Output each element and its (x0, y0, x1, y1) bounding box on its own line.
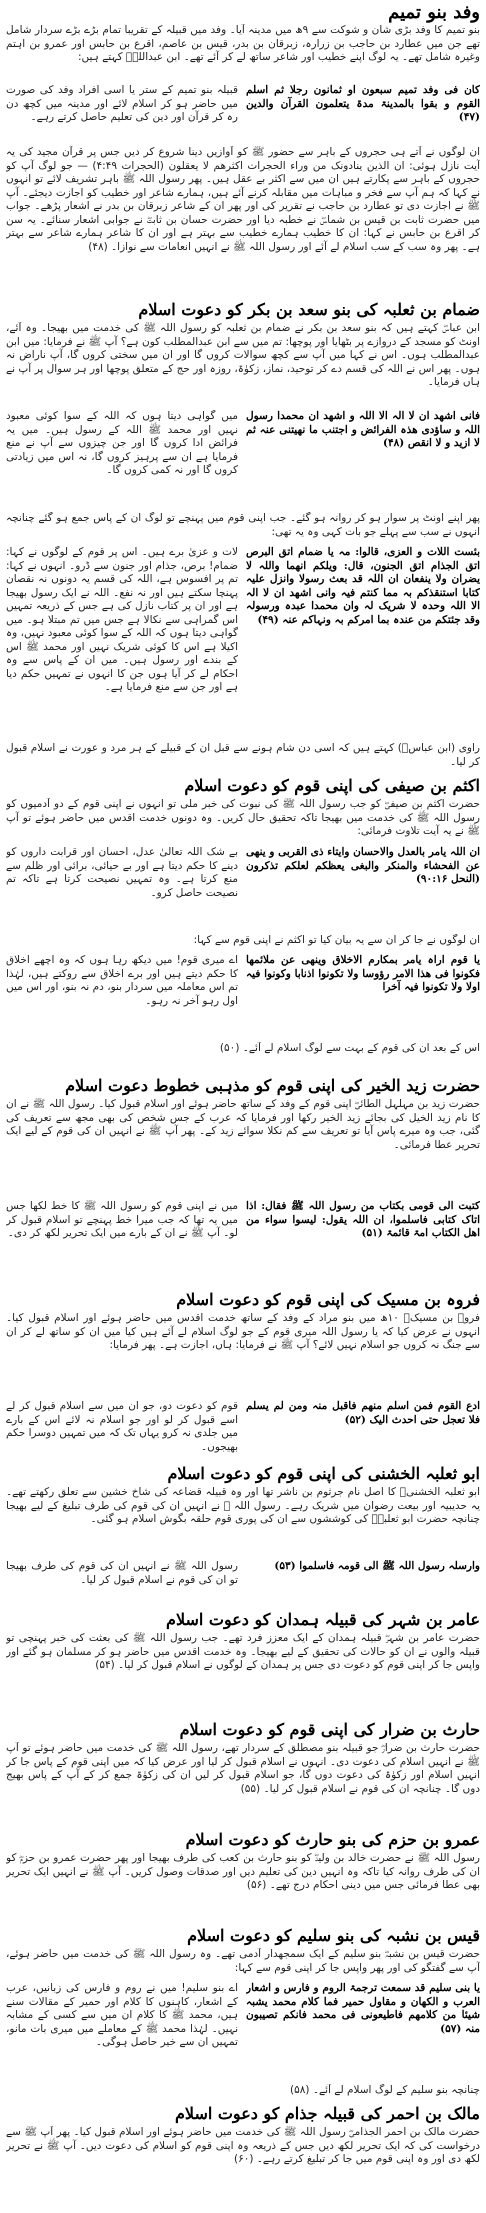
urdu-translation-zaid: میں نے اپنی قوم کو رسول اللہ ﷺ کا خط لکھا جس میں یہ تھا کہ جب میرا خط پہنچے تو اسلام قبول کر لو۔ آپ ﷺ نے ان کے بارے میں ایک تحریر لکھ کر دی۔ (6, 1200, 238, 1239)
arabic-quote-qais: یا بنی سلیم قد سمعت ترجمۃ الروم و فارس و اشعار العرب و الکھان و مقاول حمیر فما کلام محمد یشبہ شیئا من کلامھم فاطیعونی فی محمد فانکم تصیبون منہ (۵۷) (246, 1982, 480, 2035)
section-title-zaid: حضرت زید الخیر کی اپنی قوم کو مذہبی خطوط دعوت اسلام (65, 1076, 480, 1095)
arabic-quote-dimam: فانی اشھد ان لا الہ الا اللہ و اشھد ان محمدا رسول اللہ و ساؤدی ھذہ الفرائض و اجتنب ما نھیتنی عنہ ثم لا ازید و لا انقص (۴۸) (246, 410, 480, 449)
section-title-amr: عمرو بن حزم کی بنو حارث کو دعوت اسلام (185, 1830, 480, 1849)
arabic-quote-abu-thalaba: وارسلہ رسول اللہ ﷺ الی قومہ فاسلموا (۵۳) (274, 1560, 480, 1572)
urdu-translation-dimam: میں گواہی دیتا ہوں کہ اللہ کے سوا کوئی معبود نہیں اور محمد ﷺ اللہ کے رسول ہیں۔ میں یہ فرائض ادا کروں گا اور جن چیزوں سے آپ نے منع فرمایا ہے ان سے پرہیز کروں گا، نہ اس میں زیادتی کروں گا اور نہ کمی کروں گا۔ (6, 410, 238, 476)
section-title-abu-thalaba: ابو ثعلبہ الخشنی کی اپنی قوم کو دعوت اسلام (167, 1464, 480, 1483)
arabic-quote-aktham-2: یا قوم اراہ یامر بمکارم الاخلاق وینھی عن ملائمھا فکونوا فی ھذا الامر رؤوسا ولا تکونوا اذنابا وکونوا فیہ اولا ولا تکونوا فیہ آخرا (246, 954, 480, 993)
qais-note: چنانچہ بنو سلیم کے لوگ اسلام لے آئے۔ (۵۸) (290, 2084, 480, 2096)
qais-body: حضرت قیس بن نشبہؓ بنو سلیم کے ایک سمجھدار آدمی تھے۔ وہ رسول اللہ ﷺ کی خدمت میں حاضر ہوئے، آپ سے گفتگو کی اور پھر واپس جا کر اپنی قوم سے کہا: (6, 1948, 480, 1974)
page-title: وفد بنو تمیم (388, 2, 480, 23)
urdu-translation-farwa: قوم کو دعوت دو، جو ان میں سے اسلام قبول کر لے اسے قبول کر لو اور جو اسلام نہ لائے اس کے بارے میں جلدی نہ کرو یہاں تک کہ میں تمہیں دوسرا حکم بھیجوں۔ (6, 1400, 238, 1453)
dimam-note: راوی (ابن عباسؓ) کہتے ہیں کہ اسی دن شام ہونے سے قبل ان کے قبیلے کے ہر مرد و عورت نے اسلام قبول کر لیا۔ (6, 742, 480, 768)
aktham-tail: ان لوگوں نے جا کر ان سے یہ بیان کیا تو اکثم نے اپنی قوم سے کہا: (193, 934, 480, 946)
urdu-translation-tamim: قبیلہ بنو تمیم کے ستر یا اسی افراد وفد کی صورت میں حاضر ہو کر اسلام لائے اور مدینہ میں کچھ دن رہ کر قرآن اور دین کی تعلیم حاصل کرتے رہے۔ (6, 84, 238, 123)
arabic-quote-tamim: کان فی وفد تمیم سبعون او ثمانون رجلا ثم اسلم القوم و بقوا بالمدینۃ مدۃ یتعلمون القرآن والدین (۴۷) (246, 84, 480, 123)
abu-thalaba-body: ابو ثعلبہ الخشنیؓ کا اصل نام جرثوم بن ناشر تھا اور وہ قبیلہ قضاعہ کی شاخ خشین سے تعلق رکھتے تھے۔ یہ حدیبیہ اور بیعت رضوان میں شریک رہے۔ رسول اللہ ﷺ نے انہیں ان کی قوم کی طرف تبلیغ کے لیے بھیجا چنانچہ حضرت ابو ثعلبہؓ کی کوششوں سے ان کی پوری قوم حلقہ بگوش اسلام ہو گئی۔ (6, 1486, 480, 1525)
section-title-amir: عامر بن شہر کی قبیلہ ہمدان کو دعوت اسلام (166, 1610, 480, 1629)
urdu-translation-dimam-2: لات و عزیٰ برے ہیں۔ اس پر قوم کے لوگوں نے کہا: ضمام! برص، جذام اور جنون سے ڈرو۔ انہوں نے کہا: تم پر افسوس ہے، اللہ کی قسم یہ دونوں نہ نقصان پہنچا سکتے ہیں اور نہ نفع۔ اللہ نے ایک رسول بھیجا ہے اور ان پر کتاب نازل کی ہے جس کے ذریعہ تمہیں اس گمراہی سے نکالا ہے جس میں تم مبتلا ہو۔ میں گواہی دیتا ہوں کہ اللہ کے سوا کوئی معبود نہیں، وہ اکیلا ہے اس کا کوئی شریک نہیں اور محمد ﷺ اس کے بندے اور رسول ہیں۔ میں ان کے پاس سے وہ احکام لے کر آیا ہوں جن کا انہوں نے تمہیں حکم دیا ہے اور جن سے منع فرمایا ہے۔ (6, 546, 238, 693)
urdu-translation-aktham: بے شک اللہ تعالیٰ عدل، احسان اور قرابت داروں کو دینے کا حکم دیتا ہے اور بے حیائی، برائی اور ظلم سے منع کرتا ہے۔ وہ تمہیں نصیحت کرتا ہے تاکہ تم نصیحت حاصل کرو۔ (6, 846, 238, 899)
harith-body: حضرت حارث بن ضرارؓ جو قبیلہ بنو مصطلق کے سردار تھے، رسول اللہ ﷺ کی خدمت میں حاضر ہوئے تو آپ ﷺ نے انہیں اسلام کی دعوت دی۔ انہوں نے اسلام قبول کر لیا اور عرض کیا کہ میں اپنی قوم کے پاس جا کر انہیں اسلام اور زکوٰۃ کی دعوت دوں گا، جو اسلام قبول کر لیں ان کی زکوٰۃ جمع کر کے آپ کے پاس بھیج دوں گا۔ چنانچہ ان کی قوم نے اسلام قبول کر لیا۔ (۵۵) (6, 1742, 480, 1795)
malik-body: حضرت مالک بن احمر الجذامیؓ رسول اللہ ﷺ کی خدمت میں حاضر ہوئے اور اسلام قبول کیا۔ پھر آپ ﷺ سے درخواست کی کہ ایک تحریر لکھ دیں جس کے ذریعہ وہ اپنی قوم کو اسلام کی دعوت دیں۔ آپ ﷺ نے تحریر لکھ دی اور وہ اپنی قوم میں جا کر تبلیغ کرتے رہے۔ (۶۰) (6, 2126, 480, 2165)
amir-body: حضرت عامر بن شہرؓ قبیلہ ہمدان کے ایک معزز فرد تھے۔ جب رسول اللہ ﷺ کی بعثت کی خبر پہنچی تو قبیلہ والوں نے ان کو حالات کی تحقیق کے لیے بھیجا۔ وہ خدمت اقدس میں حاضر ہو کر مسلمان ہو گئے اور واپس جا کر اپنی قوم کو دعوت دی جس پر ہمدان کے لوگوں نے اسلام قبول کر لیا۔ (۵۴) (6, 1632, 480, 1671)
tamim-body: ان لوگوں نے آتے ہی حجروں کے باہر سے حضور ﷺ کو آوازیں دینا شروع کر دیں جس پر قرآن مجید کی یہ آیت نازل ہوئی: ان الذین ینادونک من وراء الحجرات اکثرھم لا یعقلون (الحجرات ۴:۴۹) — جو لوگ آپ کو حجروں کے باہر سے پکارتے ہیں ان میں سے اکثر بے عقل ہیں۔ پھر رسول اللہ ﷺ باہر تشریف لائے تو انہوں نے کہا کہ ہم آپ سے فخر و مباہات میں مقابلہ کرنے آئے ہیں، ہمارے شاعر اور خطیب کو اجازت دیجئے۔ آپ ﷺ نے اجازت دی تو عطارد بن حاجب نے تقریر کی اور پھر ان کے شاعر زبرقان بن بدر نے اشعار پڑھے۔ جواب میں حضرت ثابت بن قیس بن شماسؓ نے خطبہ دیا اور حضرت حسان بن ثابتؓ نے جوابی اشعار سنائے۔ یہ سن کر اقرع بن حابس نے کہا: ان کا خطیب ہمارے خطیب سے بہتر ہے اور ان کا شاعر ہمارے شاعر سے بہتر ہے۔ پھر وہ سب کے سب اسلام لے آئے اور رسول اللہ ﷺ نے انہیں انعامات سے نوازا۔ (۴۸) (6, 146, 480, 253)
section-title-dimam: ضمام بن ثعلبہ کی بنو سعد بن بکر کو دعوت اسلام (138, 300, 480, 319)
section-title-aktham: اکثم بن صیفی کی اپنی قوم کو دعوت اسلام (184, 776, 480, 795)
arabic-quote-farwa: ادع القوم فمن اسلم منھم فاقبل منہ ومن لم یسلم فلا تعجل حتی احدث الیک (۵۲) (246, 1400, 480, 1426)
dimam-tail: پھر اپنے اونٹ پر سوار ہو کر روانہ ہو گئے۔ جب اپنی قوم میں پہنچے تو لوگ ان کے پاس جمع ہو گئے چنانچہ انہوں نے سب سے پہلے جو بات کہی وہ یہ تھی: (6, 512, 480, 538)
arabic-quote-dimam-2: بئست اللات و العزی، قالوا: مہ یا ضمام اتق البرص اتق الجذام اتق الجنون، قال: ویلکم انھما واللہ لا یضران ولا ینفعان ان اللہ قد بعث رسولا وانزل علیہ کتابا استنقذکم بہ مما کنتم فیہ وانی اشھد ان لا الہ الا اللہ وحدہ لا شریک لہ وان محمدا عبدہ ورسولہ وقد جئتکم من عندہ بما امرکم بہ ونہاکم عنہ (۴۹) (246, 546, 480, 626)
urdu-translation-qais: اے بنو سلیم! میں نے روم و فارس کی زبانیں، عرب کے اشعار، کاہنوں کا کلام اور حمیر کے مقالات سنے ہیں، محمد ﷺ کا کلام ان میں سے کسی کے مشابہ نہیں۔ لہٰذا محمد ﷺ کے معاملے میں میری بات مانو، تمہیں ان سے خیر حاصل ہوگی۔ (6, 1982, 238, 2048)
section-title-harith: حارث بن ضرار کی اپنی قوم کو دعوت اسلام (179, 1720, 480, 1739)
section-title-qais: قیس بن نشبہ کی بنو سلیم کو دعوت اسلام (187, 1926, 480, 1945)
farwa-body: فروہ بن مسیکؓ ۱۰ھ میں بنو مراد کے وفد کے ساتھ خدمت اقدس میں حاضر ہوئے اور اسلام قبول کیا۔ انہوں نے عرض کیا کہ یا رسول اللہ میری قوم کے جو لوگ اسلام لے آئے ہیں کیا میں ان کو ساتھ لے کر ان سے جنگ نہ کروں جو اسلام نہیں لائے؟ آپ ﷺ نے فرمایا: ہاں، اجازت ہے۔ پھر فرمایا: (6, 1312, 480, 1351)
arabic-quote-aktham: ان اللہ یامر بالعدل والاحسان وایتاء ذی القربی و ینھی عن الفحشاء والمنکر والبغی یعظکم لعلکم تذکرون (النحل ۹۰:۱۶) (246, 846, 480, 885)
arabic-quote-zaid: کتبت الی قومی بکتاب من رسول اللہ ﷺ فقال: اذا اتاک کتابی فاسلموا، ان اللہ یقول: لیسوا سواء من اھل الکتاب امۃ قائمۃ (۵۱) (246, 1200, 480, 1239)
dimam-body: ابن عباسؓ کہتے ہیں کہ بنو سعد بن بکر نے ضمام بن ثعلبہ کو رسول اللہ ﷺ کی خدمت میں بھیجا۔ وہ آئے، اونٹ کو مسجد کے دروازے پر بٹھایا اور پوچھا: تم میں سے ابن عبدالمطلب کون ہے؟ آپ ﷺ نے فرمایا: میں ابن عبدالمطلب ہوں۔ اس نے کہا میں آپ سے کچھ سوالات کروں گا اور ان میں سختی کروں گا، آپ ناراض نہ ہوں۔ پھر اس نے اللہ کی قسم دے کر توحید، نماز، زکوٰۃ، روزہ اور حج کے متعلق پوچھا اور ہر سوال پر آپ نے ہاں فرمایا۔ (6, 322, 480, 388)
amr-body: رسول اللہ ﷺ نے حضرت خالد بن ولیدؓ کو بنو حارث بن کعب کی طرف بھیجا اور پھر حضرت عمرو بن حزمؓ کو ان کی طرف روانہ کیا تاکہ وہ انہیں دین کی تعلیم دیں اور صدقات وصول کریں۔ آپ ﷺ نے انہیں ایک تحریر بھی عطا فرمائی جس میں دینی احکام درج تھے۔ (۵۶) (6, 1852, 480, 1891)
intro-paragraph: بنو تمیم کا وفد بڑی شان و شوکت سے ۹ھ میں مدینہ آیا۔ وفد میں قبیلہ کے تقریباً تمام بڑے بڑے سردار شامل تھے جن میں عطارد بن حاجب بن زرارہ، زبرقان بن بدر، قیس بن عاصم، اقرع بن حابس اور عمرو بن اہتم وغیرہ شامل تھے۔ یہ لوگ اپنے خطیب اور شاعر ساتھ لے کر آئے تھے۔ ابن عبداللہؓ کہتے ہیں: (6, 24, 480, 63)
section-title-malik: مالک بن احمر کی قبیلہ جذام کو دعوت اسلام (174, 2104, 480, 2123)
section-title-farwa: فروہ بن مسیک کی اپنی قوم کو دعوت اسلام (176, 1290, 480, 1309)
urdu-translation-abu-thalaba: رسول اللہ ﷺ نے انہیں ان کی قوم کی طرف بھیجا تو ان کی قوم نے اسلام قبول کر لیا۔ (6, 1560, 238, 1586)
aktham-note: اس کے بعد ان کی قوم کے بہت سے لوگ اسلام لے آئے۔ (۵۰) (219, 1042, 480, 1054)
aktham-body: حضرت اکثم بن صیفیؓ کو جب رسول اللہ ﷺ کی نبوت کی خبر ملی تو انہوں نے اپنی قوم کے دو آدمیوں کو رسول اللہ ﷺ کی خدمت میں بھیجا تاکہ تحقیق حال کریں۔ وہ دونوں خدمت اقدس میں حاضر ہوئے تو آپ ﷺ نے یہ آیت تلاوت فرمائی: (6, 798, 480, 837)
urdu-translation-aktham-2: اے میری قوم! میں دیکھ رہا ہوں کہ وہ اچھے اخلاق کا حکم دیتے ہیں اور برے اخلاق سے روکتے ہیں، لہٰذا تم اس معاملہ میں سردار بنو، دم نہ بنو، اور اس میں اول رہو آخر نہ رہو۔ (6, 954, 238, 1007)
zaid-body: حضرت زید بن مہلہل الطائیؓ اپنی قوم کے وفد کے ساتھ حاضر ہوئے اور اسلام قبول کیا۔ رسول اللہ ﷺ نے ان کا نام زید الخیل کی بجائے زید الخیر رکھا اور فرمایا کہ عرب کے جس شخص کی بھی مجھ سے تعریف کی گئی، جب وہ میرے پاس آیا تو تعریف سے کم نکلا سوائے زید کے۔ پھر آپ ﷺ نے انہیں ان کی قوم کے لیے ایک تحریر عطا فرمائی۔ (6, 1098, 480, 1151)
